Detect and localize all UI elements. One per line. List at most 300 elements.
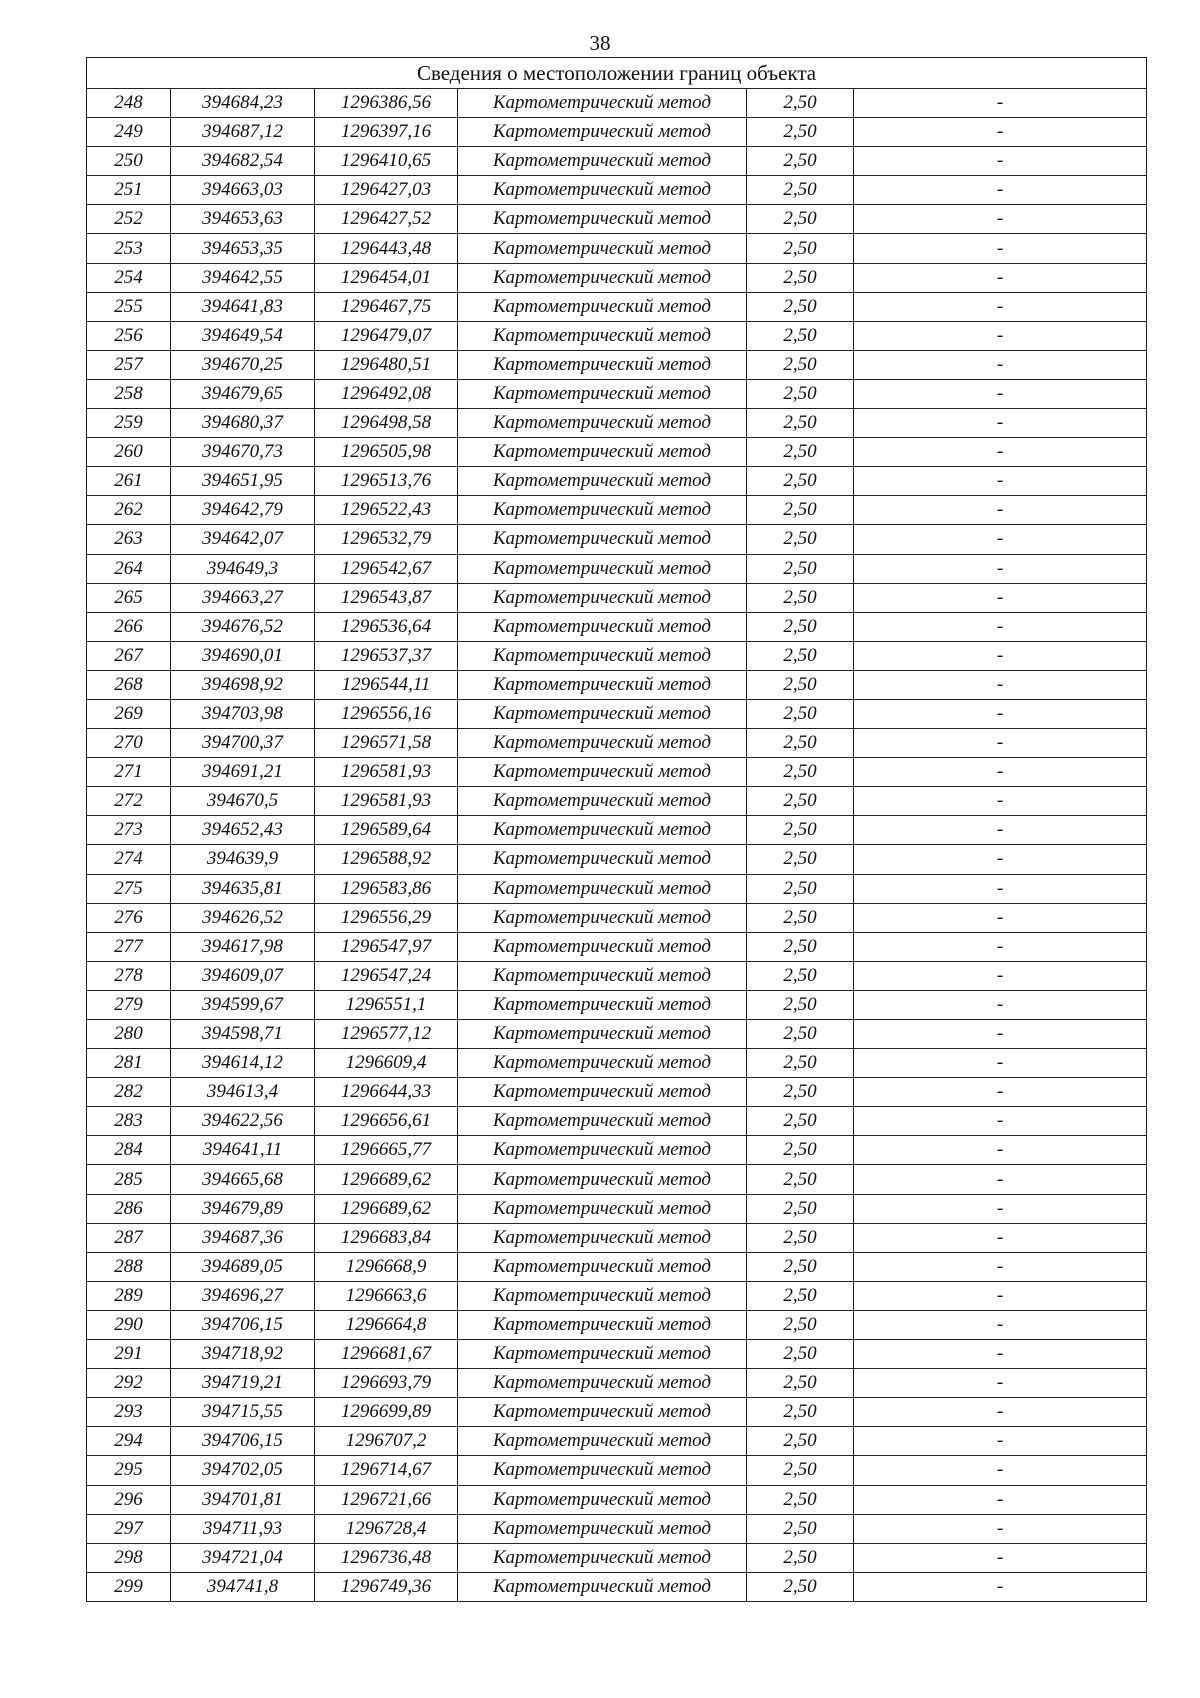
- x-coordinate-cell: 394642,79: [171, 496, 315, 525]
- table-row: [87, 409, 1147, 438]
- y-coordinate-cell: 1296665,77: [315, 1136, 458, 1165]
- y-coordinate-cell: 1296397,16: [315, 118, 458, 147]
- x-coordinate-cell: 394663,03: [171, 176, 315, 205]
- description-cell: -: [854, 845, 1147, 874]
- y-coordinate-cell: 1296547,24: [315, 961, 458, 990]
- description-cell: -: [854, 1310, 1147, 1339]
- method-cell: Картометрический метод: [458, 1427, 747, 1456]
- y-coordinate-cell: 1296551,1: [315, 990, 458, 1019]
- table-row: [87, 438, 1147, 467]
- table-body: [87, 89, 1147, 1602]
- x-coordinate-cell: 394702,05: [171, 1456, 315, 1485]
- table-row: [87, 1543, 1147, 1572]
- accuracy-cell: 2,50: [747, 1340, 854, 1369]
- table-row: [87, 874, 1147, 903]
- table-row: [87, 1194, 1147, 1223]
- description-cell: -: [854, 1281, 1147, 1310]
- description-cell: -: [854, 89, 1147, 118]
- x-coordinate-cell: 394706,15: [171, 1427, 315, 1456]
- accuracy-cell: 2,50: [747, 496, 854, 525]
- table-row: [87, 147, 1147, 176]
- accuracy-cell: 2,50: [747, 467, 854, 496]
- method-cell: Картометрический метод: [458, 176, 747, 205]
- table-title-row: [87, 58, 1147, 89]
- accuracy-cell: 2,50: [747, 612, 854, 641]
- method-cell: Картометрический метод: [458, 234, 747, 263]
- table-row: [87, 758, 1147, 787]
- x-coordinate-cell: 394639,9: [171, 845, 315, 874]
- x-coordinate-cell: 394670,5: [171, 787, 315, 816]
- y-coordinate-cell: 1296427,03: [315, 176, 458, 205]
- y-coordinate-cell: 1296664,8: [315, 1310, 458, 1339]
- method-cell: Картометрический метод: [458, 932, 747, 961]
- accuracy-cell: 2,50: [747, 147, 854, 176]
- description-cell: -: [854, 1107, 1147, 1136]
- point-number-cell: 279: [87, 990, 171, 1019]
- y-coordinate-cell: 1296556,16: [315, 699, 458, 728]
- point-number-cell: 277: [87, 932, 171, 961]
- point-number-cell: 282: [87, 1078, 171, 1107]
- accuracy-cell: 2,50: [747, 729, 854, 758]
- method-cell: Картометрический метод: [458, 350, 747, 379]
- method-cell: Картометрический метод: [458, 1165, 747, 1194]
- description-cell: -: [854, 874, 1147, 903]
- description-cell: -: [854, 1485, 1147, 1514]
- method-cell: Картометрический метод: [458, 670, 747, 699]
- table-row: [87, 1514, 1147, 1543]
- description-cell: -: [854, 118, 1147, 147]
- method-cell: Картометрический метод: [458, 787, 747, 816]
- description-cell: -: [854, 1078, 1147, 1107]
- table-row: [87, 350, 1147, 379]
- point-number-cell: 259: [87, 409, 171, 438]
- x-coordinate-cell: 394649,3: [171, 554, 315, 583]
- method-cell: Картометрический метод: [458, 1572, 747, 1601]
- point-number-cell: 280: [87, 1020, 171, 1049]
- point-number-cell: 251: [87, 176, 171, 205]
- description-cell: -: [854, 176, 1147, 205]
- y-coordinate-cell: 1296589,64: [315, 816, 458, 845]
- x-coordinate-cell: 394703,98: [171, 699, 315, 728]
- y-coordinate-cell: 1296536,64: [315, 612, 458, 641]
- boundary-coordinates-table: [86, 57, 1147, 1602]
- point-number-cell: 271: [87, 758, 171, 787]
- method-cell: Картометрический метод: [458, 205, 747, 234]
- point-number-cell: 267: [87, 641, 171, 670]
- accuracy-cell: 2,50: [747, 1165, 854, 1194]
- table-row: [87, 1136, 1147, 1165]
- table-row: [87, 496, 1147, 525]
- x-coordinate-cell: 394626,52: [171, 903, 315, 932]
- description-cell: -: [854, 670, 1147, 699]
- description-cell: -: [854, 1514, 1147, 1543]
- accuracy-cell: 2,50: [747, 1398, 854, 1427]
- accuracy-cell: 2,50: [747, 845, 854, 874]
- table-row: [87, 234, 1147, 263]
- accuracy-cell: 2,50: [747, 1456, 854, 1485]
- method-cell: Картометрический метод: [458, 496, 747, 525]
- description-cell: -: [854, 496, 1147, 525]
- method-cell: Картометрический метод: [458, 1049, 747, 1078]
- y-coordinate-cell: 1296728,4: [315, 1514, 458, 1543]
- description-cell: -: [854, 961, 1147, 990]
- point-number-cell: 250: [87, 147, 171, 176]
- point-number-cell: 285: [87, 1165, 171, 1194]
- table-row: [87, 903, 1147, 932]
- description-cell: -: [854, 1427, 1147, 1456]
- method-cell: Картометрический метод: [458, 1078, 747, 1107]
- accuracy-cell: 2,50: [747, 1427, 854, 1456]
- y-coordinate-cell: 1296410,65: [315, 147, 458, 176]
- accuracy-cell: 2,50: [747, 1252, 854, 1281]
- table-row: [87, 1340, 1147, 1369]
- method-cell: Картометрический метод: [458, 583, 747, 612]
- description-cell: -: [854, 729, 1147, 758]
- description-cell: -: [854, 1194, 1147, 1223]
- method-cell: Картометрический метод: [458, 1514, 747, 1543]
- description-cell: -: [854, 409, 1147, 438]
- description-cell: -: [854, 1049, 1147, 1078]
- method-cell: Картометрический метод: [458, 525, 747, 554]
- method-cell: Картометрический метод: [458, 1136, 747, 1165]
- y-coordinate-cell: 1296556,29: [315, 903, 458, 932]
- y-coordinate-cell: 1296467,75: [315, 292, 458, 321]
- y-coordinate-cell: 1296505,98: [315, 438, 458, 467]
- y-coordinate-cell: 1296386,56: [315, 89, 458, 118]
- y-coordinate-cell: 1296714,67: [315, 1456, 458, 1485]
- accuracy-cell: 2,50: [747, 1107, 854, 1136]
- method-cell: Картометрический метод: [458, 1398, 747, 1427]
- method-cell: Картометрический метод: [458, 118, 747, 147]
- y-coordinate-cell: 1296543,87: [315, 583, 458, 612]
- point-number-cell: 252: [87, 205, 171, 234]
- description-cell: -: [854, 1456, 1147, 1485]
- y-coordinate-cell: 1296663,6: [315, 1281, 458, 1310]
- table-row: [87, 525, 1147, 554]
- table-row: [87, 1107, 1147, 1136]
- description-cell: -: [854, 1572, 1147, 1601]
- table-row: [87, 321, 1147, 350]
- method-cell: Картометрический метод: [458, 961, 747, 990]
- method-cell: Картометрический метод: [458, 816, 747, 845]
- point-number-cell: 296: [87, 1485, 171, 1514]
- point-number-cell: 284: [87, 1136, 171, 1165]
- point-number-cell: 269: [87, 699, 171, 728]
- y-coordinate-cell: 1296699,89: [315, 1398, 458, 1427]
- x-coordinate-cell: 394653,63: [171, 205, 315, 234]
- y-coordinate-cell: 1296683,84: [315, 1223, 458, 1252]
- accuracy-cell: 2,50: [747, 699, 854, 728]
- point-number-cell: 261: [87, 467, 171, 496]
- accuracy-cell: 2,50: [747, 321, 854, 350]
- description-cell: -: [854, 641, 1147, 670]
- point-number-cell: 263: [87, 525, 171, 554]
- x-coordinate-cell: 394691,21: [171, 758, 315, 787]
- y-coordinate-cell: 1296480,51: [315, 350, 458, 379]
- accuracy-cell: 2,50: [747, 438, 854, 467]
- point-number-cell: 294: [87, 1427, 171, 1456]
- accuracy-cell: 2,50: [747, 932, 854, 961]
- accuracy-cell: 2,50: [747, 670, 854, 699]
- accuracy-cell: 2,50: [747, 1020, 854, 1049]
- x-coordinate-cell: 394689,05: [171, 1252, 315, 1281]
- accuracy-cell: 2,50: [747, 990, 854, 1019]
- description-cell: -: [854, 758, 1147, 787]
- x-coordinate-cell: 394649,54: [171, 321, 315, 350]
- accuracy-cell: 2,50: [747, 234, 854, 263]
- method-cell: Картометрический метод: [458, 641, 747, 670]
- method-cell: Картометрический метод: [458, 89, 747, 118]
- description-cell: -: [854, 438, 1147, 467]
- x-coordinate-cell: 394680,37: [171, 409, 315, 438]
- x-coordinate-cell: 394687,12: [171, 118, 315, 147]
- x-coordinate-cell: 394682,54: [171, 147, 315, 176]
- point-number-cell: 258: [87, 379, 171, 408]
- method-cell: Картометрический метод: [458, 321, 747, 350]
- table-title: Сведения о местоположении границ объекта: [87, 58, 1147, 89]
- point-number-cell: 274: [87, 845, 171, 874]
- x-coordinate-cell: 394679,89: [171, 1194, 315, 1223]
- description-cell: -: [854, 1223, 1147, 1252]
- point-number-cell: 292: [87, 1369, 171, 1398]
- y-coordinate-cell: 1296681,67: [315, 1340, 458, 1369]
- table-row: [87, 1165, 1147, 1194]
- y-coordinate-cell: 1296537,37: [315, 641, 458, 670]
- description-cell: -: [854, 816, 1147, 845]
- table-row: [87, 1456, 1147, 1485]
- description-cell: -: [854, 350, 1147, 379]
- accuracy-cell: 2,50: [747, 1281, 854, 1310]
- accuracy-cell: 2,50: [747, 1078, 854, 1107]
- table-row: [87, 554, 1147, 583]
- x-coordinate-cell: 394684,23: [171, 89, 315, 118]
- point-number-cell: 254: [87, 263, 171, 292]
- point-number-cell: 260: [87, 438, 171, 467]
- description-cell: -: [854, 321, 1147, 350]
- accuracy-cell: 2,50: [747, 350, 854, 379]
- y-coordinate-cell: 1296656,61: [315, 1107, 458, 1136]
- point-number-cell: 290: [87, 1310, 171, 1339]
- table-row: [87, 263, 1147, 292]
- description-cell: -: [854, 699, 1147, 728]
- point-number-cell: 291: [87, 1340, 171, 1369]
- x-coordinate-cell: 394676,52: [171, 612, 315, 641]
- method-cell: Картометрический метод: [458, 758, 747, 787]
- table-row: [87, 583, 1147, 612]
- table-row: [87, 1485, 1147, 1514]
- x-coordinate-cell: 394598,71: [171, 1020, 315, 1049]
- description-cell: -: [854, 787, 1147, 816]
- x-coordinate-cell: 394670,73: [171, 438, 315, 467]
- description-cell: -: [854, 1398, 1147, 1427]
- point-number-cell: 288: [87, 1252, 171, 1281]
- x-coordinate-cell: 394690,01: [171, 641, 315, 670]
- accuracy-cell: 2,50: [747, 1572, 854, 1601]
- accuracy-cell: 2,50: [747, 1514, 854, 1543]
- method-cell: Картометрический метод: [458, 1281, 747, 1310]
- point-number-cell: 275: [87, 874, 171, 903]
- y-coordinate-cell: 1296547,97: [315, 932, 458, 961]
- y-coordinate-cell: 1296542,67: [315, 554, 458, 583]
- y-coordinate-cell: 1296443,48: [315, 234, 458, 263]
- accuracy-cell: 2,50: [747, 787, 854, 816]
- y-coordinate-cell: 1296721,66: [315, 1485, 458, 1514]
- table-row: [87, 1020, 1147, 1049]
- table-row: [87, 845, 1147, 874]
- table-row: [87, 1572, 1147, 1601]
- x-coordinate-cell: 394614,12: [171, 1049, 315, 1078]
- method-cell: Картометрический метод: [458, 263, 747, 292]
- accuracy-cell: 2,50: [747, 263, 854, 292]
- y-coordinate-cell: 1296644,33: [315, 1078, 458, 1107]
- description-cell: -: [854, 583, 1147, 612]
- y-coordinate-cell: 1296609,4: [315, 1049, 458, 1078]
- point-number-cell: 273: [87, 816, 171, 845]
- table-row: [87, 467, 1147, 496]
- table-row: [87, 1427, 1147, 1456]
- point-number-cell: 253: [87, 234, 171, 263]
- point-number-cell: 299: [87, 1572, 171, 1601]
- page-number: 38: [589, 31, 611, 55]
- x-coordinate-cell: 394651,95: [171, 467, 315, 496]
- description-cell: -: [854, 292, 1147, 321]
- method-cell: Картометрический метод: [458, 554, 747, 583]
- accuracy-cell: 2,50: [747, 1485, 854, 1514]
- method-cell: Картометрический метод: [458, 409, 747, 438]
- description-cell: -: [854, 990, 1147, 1019]
- method-cell: Картометрический метод: [458, 990, 747, 1019]
- x-coordinate-cell: 394613,4: [171, 1078, 315, 1107]
- point-number-cell: 262: [87, 496, 171, 525]
- x-coordinate-cell: 394706,15: [171, 1310, 315, 1339]
- y-coordinate-cell: 1296581,93: [315, 787, 458, 816]
- y-coordinate-cell: 1296571,58: [315, 729, 458, 758]
- description-cell: -: [854, 379, 1147, 408]
- method-cell: Картометрический метод: [458, 845, 747, 874]
- x-coordinate-cell: 394701,81: [171, 1485, 315, 1514]
- accuracy-cell: 2,50: [747, 903, 854, 932]
- x-coordinate-cell: 394696,27: [171, 1281, 315, 1310]
- method-cell: Картометрический метод: [458, 467, 747, 496]
- y-coordinate-cell: 1296454,01: [315, 263, 458, 292]
- table-row: [87, 1281, 1147, 1310]
- table-row: [87, 699, 1147, 728]
- description-cell: -: [854, 903, 1147, 932]
- description-cell: -: [854, 1252, 1147, 1281]
- table-row: [87, 1252, 1147, 1281]
- method-cell: Картометрический метод: [458, 1340, 747, 1369]
- table-row: [87, 1049, 1147, 1078]
- point-number-cell: 286: [87, 1194, 171, 1223]
- x-coordinate-cell: 394741,8: [171, 1572, 315, 1601]
- table-row: [87, 1223, 1147, 1252]
- accuracy-cell: 2,50: [747, 1223, 854, 1252]
- point-number-cell: 266: [87, 612, 171, 641]
- description-cell: -: [854, 1543, 1147, 1572]
- description-cell: -: [854, 1340, 1147, 1369]
- description-cell: -: [854, 467, 1147, 496]
- point-number-cell: 295: [87, 1456, 171, 1485]
- point-number-cell: 278: [87, 961, 171, 990]
- x-coordinate-cell: 394721,04: [171, 1543, 315, 1572]
- x-coordinate-cell: 394719,21: [171, 1369, 315, 1398]
- x-coordinate-cell: 394687,36: [171, 1223, 315, 1252]
- method-cell: Картометрический метод: [458, 1543, 747, 1572]
- accuracy-cell: 2,50: [747, 816, 854, 845]
- x-coordinate-cell: 394622,56: [171, 1107, 315, 1136]
- x-coordinate-cell: 394641,11: [171, 1136, 315, 1165]
- table-row: [87, 1078, 1147, 1107]
- accuracy-cell: 2,50: [747, 641, 854, 670]
- accuracy-cell: 2,50: [747, 1194, 854, 1223]
- table-row: [87, 816, 1147, 845]
- method-cell: Картометрический метод: [458, 1485, 747, 1514]
- table-row: [87, 176, 1147, 205]
- description-cell: -: [854, 234, 1147, 263]
- description-cell: -: [854, 147, 1147, 176]
- table-row: [87, 787, 1147, 816]
- table-row: [87, 1369, 1147, 1398]
- accuracy-cell: 2,50: [747, 292, 854, 321]
- method-cell: Картометрический метод: [458, 147, 747, 176]
- x-coordinate-cell: 394635,81: [171, 874, 315, 903]
- y-coordinate-cell: 1296522,43: [315, 496, 458, 525]
- table-row: [87, 1398, 1147, 1427]
- x-coordinate-cell: 394617,98: [171, 932, 315, 961]
- accuracy-cell: 2,50: [747, 1049, 854, 1078]
- point-number-cell: 255: [87, 292, 171, 321]
- description-cell: -: [854, 1136, 1147, 1165]
- point-number-cell: 264: [87, 554, 171, 583]
- accuracy-cell: 2,50: [747, 89, 854, 118]
- x-coordinate-cell: 394718,92: [171, 1340, 315, 1369]
- method-cell: Картометрический метод: [458, 1310, 747, 1339]
- accuracy-cell: 2,50: [747, 1543, 854, 1572]
- accuracy-cell: 2,50: [747, 176, 854, 205]
- method-cell: Картометрический метод: [458, 379, 747, 408]
- x-coordinate-cell: 394663,27: [171, 583, 315, 612]
- table-row: [87, 961, 1147, 990]
- method-cell: Картометрический метод: [458, 612, 747, 641]
- method-cell: Картометрический метод: [458, 729, 747, 758]
- accuracy-cell: 2,50: [747, 1369, 854, 1398]
- method-cell: Картометрический метод: [458, 1456, 747, 1485]
- y-coordinate-cell: 1296707,2: [315, 1427, 458, 1456]
- x-coordinate-cell: 394711,93: [171, 1514, 315, 1543]
- x-coordinate-cell: 394670,25: [171, 350, 315, 379]
- y-coordinate-cell: 1296544,11: [315, 670, 458, 699]
- point-number-cell: 272: [87, 787, 171, 816]
- accuracy-cell: 2,50: [747, 525, 854, 554]
- table-row: [87, 670, 1147, 699]
- y-coordinate-cell: 1296577,12: [315, 1020, 458, 1049]
- y-coordinate-cell: 1296479,07: [315, 321, 458, 350]
- y-coordinate-cell: 1296588,92: [315, 845, 458, 874]
- y-coordinate-cell: 1296581,93: [315, 758, 458, 787]
- point-number-cell: 276: [87, 903, 171, 932]
- x-coordinate-cell: 394715,55: [171, 1398, 315, 1427]
- method-cell: Картометрический метод: [458, 903, 747, 932]
- method-cell: Картометрический метод: [458, 1020, 747, 1049]
- x-coordinate-cell: 394679,65: [171, 379, 315, 408]
- point-number-cell: 281: [87, 1049, 171, 1078]
- table-row: [87, 641, 1147, 670]
- accuracy-cell: 2,50: [747, 758, 854, 787]
- table-row: [87, 729, 1147, 758]
- description-cell: -: [854, 932, 1147, 961]
- x-coordinate-cell: 394652,43: [171, 816, 315, 845]
- x-coordinate-cell: 394642,07: [171, 525, 315, 554]
